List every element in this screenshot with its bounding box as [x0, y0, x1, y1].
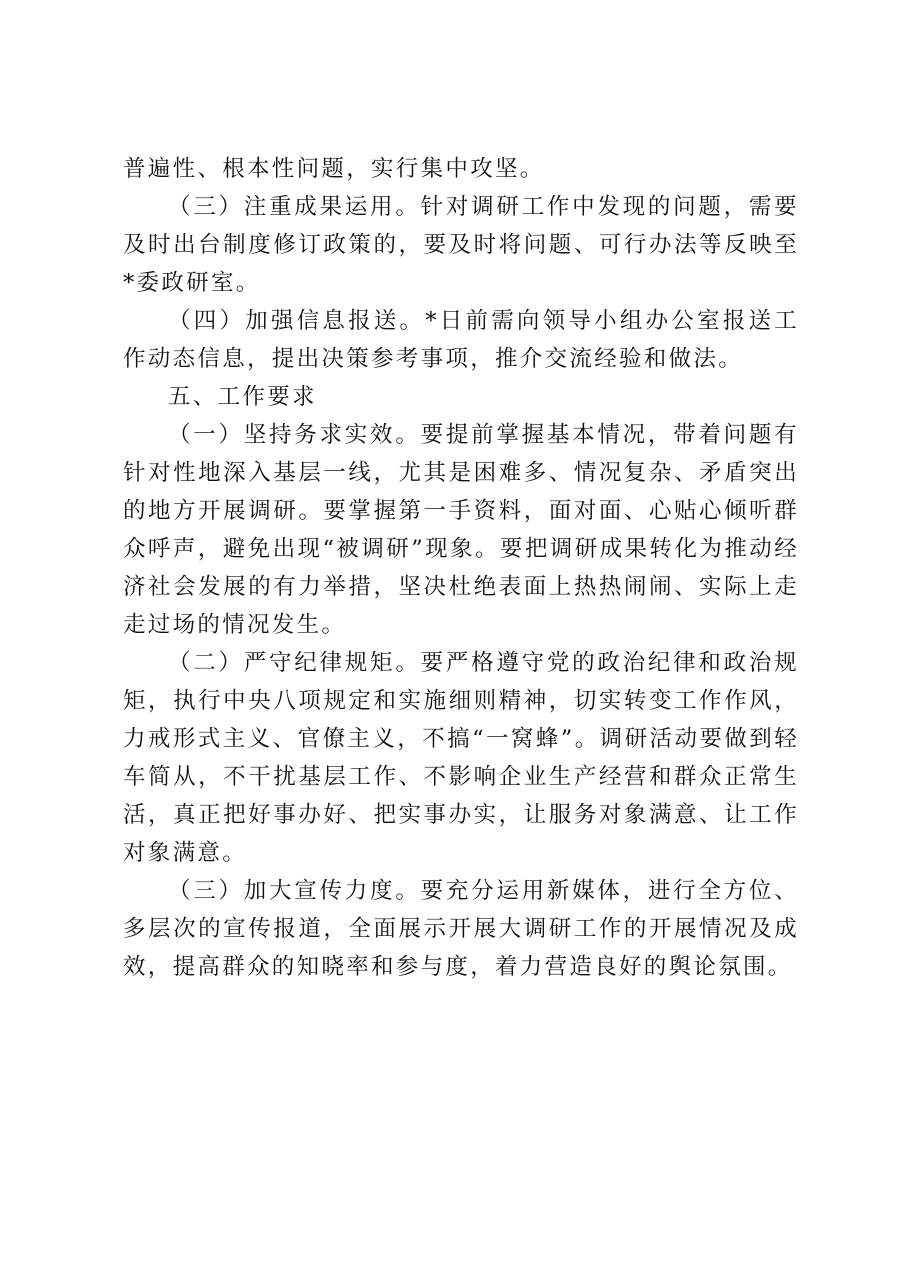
- paragraph-practical-results: （一）坚持务求实效。要提前掌握基本情况，带着问题有针对性地深入基层一线，尤其是困难多、情况复杂、矛盾突出的地方开展调研。要掌握第一手资料，面对面、心贴心倾听群众呼声，避免出现“被调研”现象。要把调研成果转化为推动经济社会发展的有力举措，坚决杜绝表面上热热闹闹、实际上走走过场的情况发生。: [123, 422, 799, 638]
- paragraph-result-application: （三）注重成果运用。针对调研工作中发现的问题，需要及时出台制度修订政策的，要及时将问题、可行办法等反映至*委政研室。: [123, 194, 799, 296]
- paragraph-information-reporting: （四）加强信息报送。*日前需向领导小组办公室报送工作动态信息，提出决策参考事项，推介交流经验和做法。: [123, 308, 799, 372]
- paragraph-publicity: （三）加大宣传力度。要充分运用新媒体，进行全方位、多层次的宣传报道，全面展示开展大调研工作的开展情况及成效，提高群众的知晓率和参与度，着力营造良好的舆论氛围。: [123, 878, 799, 980]
- section-heading-work-requirements: 五、工作要求: [168, 384, 317, 410]
- document-body: [123, 150, 799, 986]
- paragraph-discipline-rules: （二）严守纪律规矩。要严格遵守党的政治纪律和政治规矩，执行中央八项规定和实施细则精神，切实转变工作作风，力戒形式主义、官僚主义，不搞“一窝蜂”。调研活动要做到轻车简从，不干扰基层工作、不影响企业生产经营和群众正常生活，真正把好事办好、把实事办实，让服务对象满意、让工作对象满意。: [123, 650, 799, 866]
- paragraph-continuation: 普遍性、根本性问题，实行集中攻坚。: [123, 156, 545, 182]
